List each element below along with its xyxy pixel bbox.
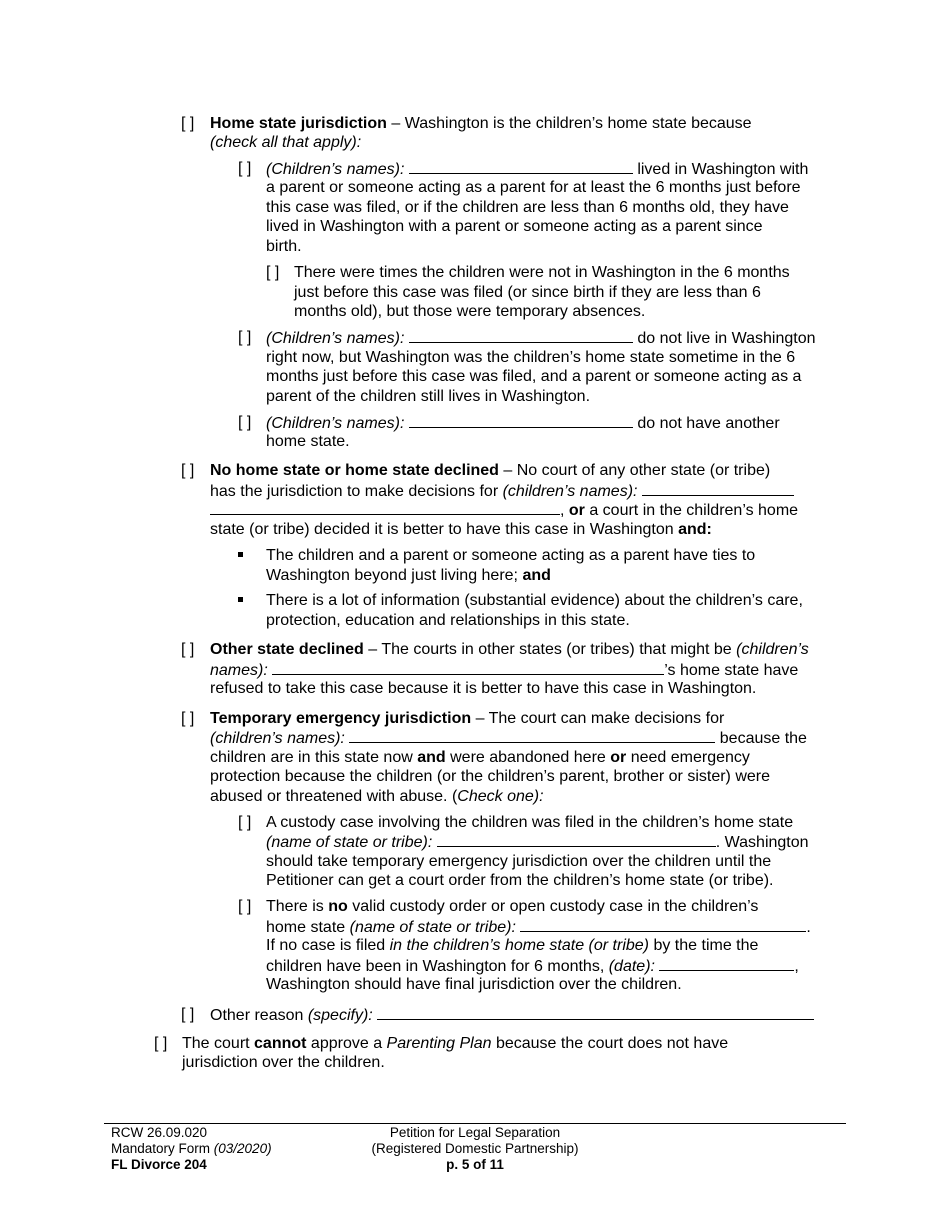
children-names-blank[interactable] [409, 328, 633, 343]
children-names-blank-cont[interactable] [210, 500, 560, 515]
checkbox-no-custody-order[interactable]: [ ] [238, 898, 252, 915]
state-or-tribe-blank[interactable] [437, 832, 716, 847]
children-names-blank[interactable] [409, 413, 633, 428]
footer-left: RCW 26.09.020 Mandatory Form (03/2020) FL Divorce 204 [111, 1125, 272, 1172]
children-names-blank[interactable] [409, 159, 633, 174]
bullet-icon [238, 597, 243, 602]
checkbox-home-opt1[interactable]: [ ] [238, 160, 252, 177]
checkbox-cannot-approve[interactable]: [ ] [154, 1035, 168, 1052]
checkbox-no-home-state[interactable]: [ ] [181, 462, 195, 479]
no-home-state-heading: No home state or home state declined – No court of any other state (or tribe) [210, 462, 771, 479]
specify-blank[interactable] [377, 1005, 814, 1020]
checkbox-home-opt2[interactable]: [ ] [238, 329, 252, 346]
checkbox-other-state-declined[interactable]: [ ] [181, 641, 195, 658]
temporary-emergency-heading: Temporary emergency jurisdiction – The court can make decisions for [210, 710, 725, 727]
checkbox-temporary-absences[interactable]: [ ] [266, 264, 280, 281]
footer-divider [104, 1123, 846, 1124]
other-state-heading: Other state declined – The courts in other states (or tribes) that might be (children’s [210, 641, 809, 658]
children-names-blank[interactable] [642, 481, 794, 496]
checkbox-temporary-emergency[interactable]: [ ] [181, 710, 195, 727]
checkbox-home-state[interactable]: [ ] [181, 115, 195, 132]
home-state-heading: Home state jurisdiction – Washington is the children’s home state because [210, 115, 752, 132]
bullet-icon [238, 552, 243, 557]
date-blank[interactable] [659, 956, 794, 971]
footer-center: Petition for Legal Separation (Registered Domestic Partnership) p. 5 of 11 [371, 1125, 579, 1172]
children-names-blank[interactable] [272, 660, 664, 675]
checkbox-home-opt3[interactable]: [ ] [238, 414, 252, 431]
checkbox-custody-case-filed[interactable]: [ ] [238, 814, 252, 831]
state-or-tribe-blank[interactable] [520, 917, 806, 932]
children-names-blank[interactable] [349, 728, 715, 743]
checkbox-other-reason[interactable]: [ ] [181, 1006, 195, 1023]
